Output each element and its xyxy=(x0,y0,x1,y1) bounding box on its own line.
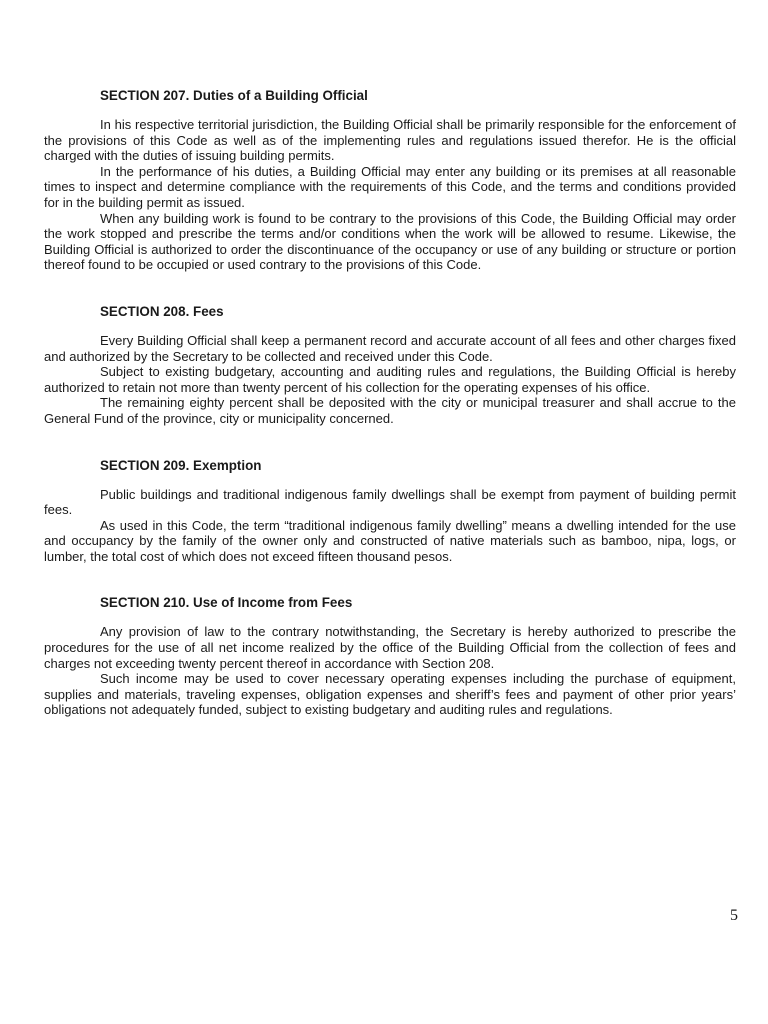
paragraph: As used in this Code, the term “traditional indigenous family dwelling” means a dwelling intended for the use and occupancy by the family of the owner only and constructed of native materials such as bamboo, nipa, logs, or lumber, the total cost of which does not exceed fifteen thousand pesos. xyxy=(44,517,736,564)
section-208 xyxy=(44,302,736,427)
page-number: 5 xyxy=(730,907,738,924)
section-title: SECTION 207. Duties of a Building Official xyxy=(100,88,368,103)
paragraph: Such income may be used to cover necessary operating expenses including the purchase of equipment, supplies and materials, traveling expenses, obligation expenses and sheriff’s fees and payment of other prior years’ obligations not adequately funded, subject to existing budgetary and auditing rules and regulations. xyxy=(44,671,736,718)
paragraph: Any provision of law to the contrary notwithstanding, the Secretary is hereby authorized to prescribe the procedures for the use of all net income realized by the office of the Building Official from the collection of fees and charges not exceeding twenty percent thereof in accordance with Section 208. xyxy=(44,624,736,671)
paragraph: The remaining eighty percent shall be deposited with the city or municipal treasurer and shall accrue to the General Fund of the province, city or municipality concerned. xyxy=(44,395,736,426)
section-209 xyxy=(44,456,736,565)
paragraph: When any building work is found to be contrary to the provisions of this Code, the Building Official may order the work stopped and prescribe the terms and/or conditions when the work will be allowed to resume. Likewise, the Building Official is authorized to order the discontinuance of the occupancy or use of any building or structure or portion thereof found to be occupied or used contrary to the provisions of this Code. xyxy=(44,210,736,273)
section-title: SECTION 208. Fees xyxy=(100,303,224,319)
section-title: SECTION 210. Use of Income from Fees xyxy=(100,595,353,611)
section-210 xyxy=(44,593,736,718)
paragraph: Public buildings and traditional indigenous family dwellings shall be exempt from payment of building permit fees. xyxy=(44,486,736,518)
paragraph: Every Building Official shall keep a permanent record and accurate account of all fees and other charges fixed and authorized by the Secretary to be collected and received under this Code. xyxy=(44,332,736,364)
section-body xyxy=(44,624,736,718)
paragraph: In his respective territorial jurisdiction, the Building Official shall be primarily responsible for the enforcement of the provisions of this Code as well as of the implementing rules and regulations issued therefor. He is the official charged with the duties of issuing building permits. xyxy=(44,117,736,164)
section-body xyxy=(44,117,736,273)
section-207 xyxy=(44,86,736,273)
document-page xyxy=(44,86,736,718)
section-title: SECTION 209. Exemption xyxy=(100,457,262,473)
paragraph: Subject to existing budgetary, accounting and auditing rules and regulations, the Building Official is hereby authorized to retain not more than twenty percent of his collection for the operating expenses of his office. xyxy=(44,364,736,395)
paragraph: In the performance of his duties, a Building Official may enter any building or its premises at all reasonable times to inspect and determine compliance with the requirements of this Code, and the terms and conditions provided for in the building permit as issued. xyxy=(44,163,736,210)
section-body xyxy=(44,333,736,427)
section-body xyxy=(44,487,736,565)
